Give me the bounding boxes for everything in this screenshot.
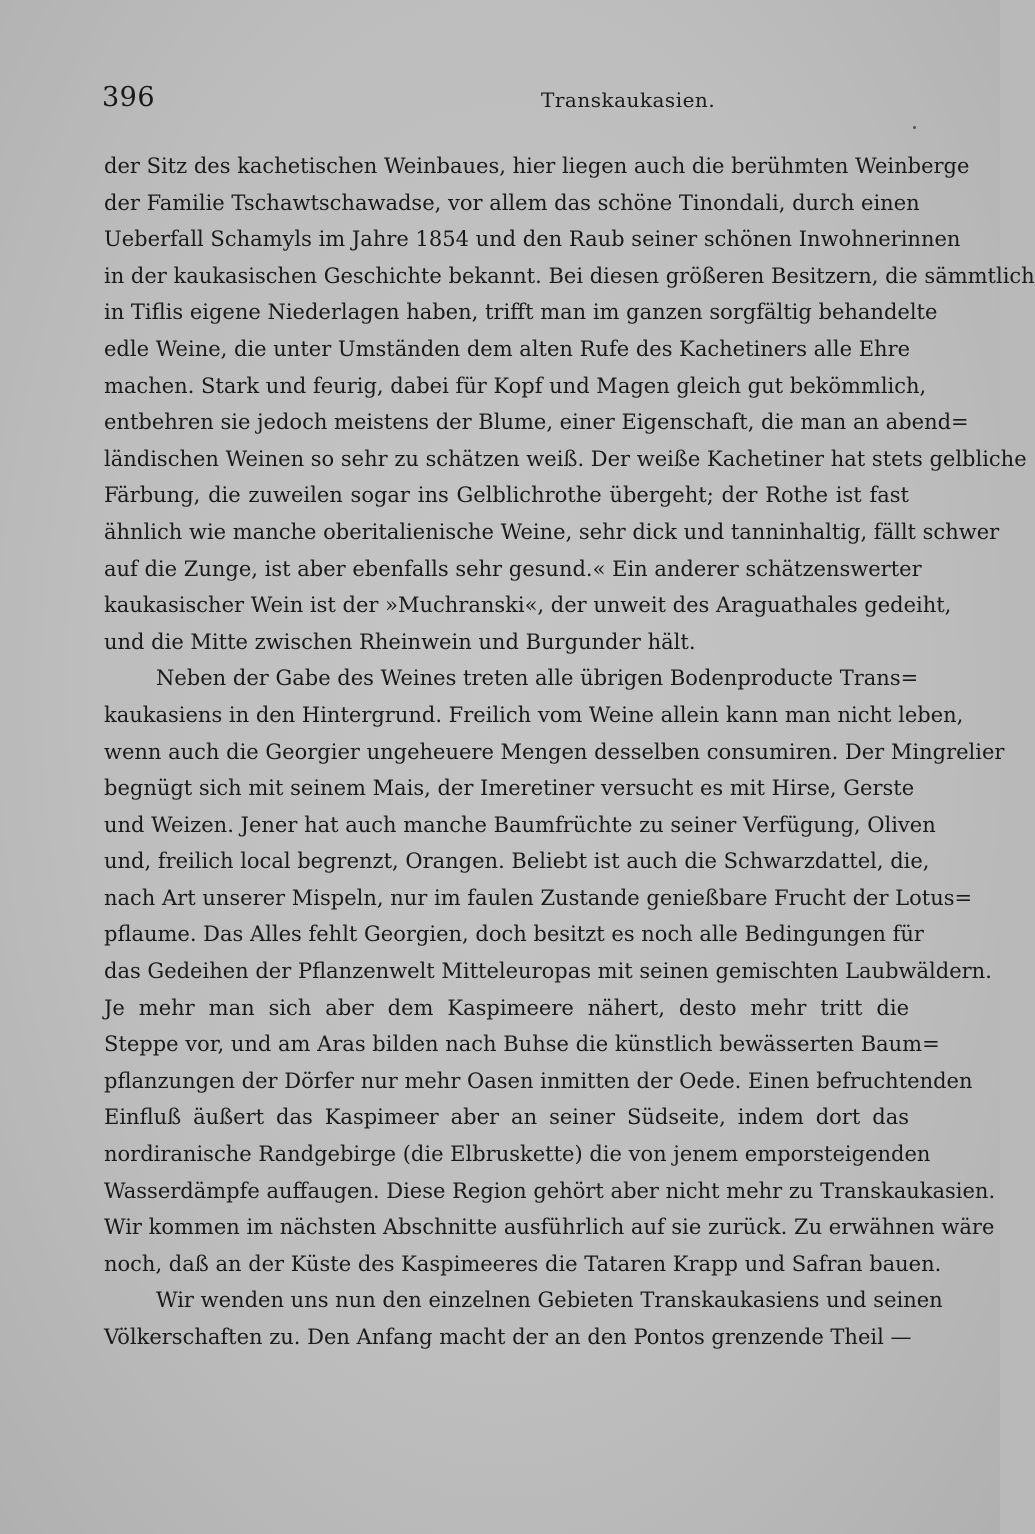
text-line: der Familie Tschawtschawadse, vor allem das schöne Tinondali, durch einen (104, 190, 920, 215)
text-line: kaukasiens in den Hintergrund. Freilich vom Weine allein kann man nicht leben, (104, 702, 964, 727)
text-line: machen. Stark und feurig, dabei für Kopf und Magen gleich gut bekömmlich, (104, 373, 927, 398)
text-line: und die Mitte zwischen Rheinwein und Burgunder hält. (104, 629, 696, 654)
text-line: der Sitz des kachetischen Weinbaues, hier liegen auch die berühmten Weinberge (104, 154, 970, 178)
text-line: Ueberfall Schamyls im Jahre 1854 und den Raub seiner schönen Inwohnerinnen (104, 227, 961, 252)
text-line: pflanzungen der Dörfer nur mehr Oasen inmitten der Oede. Einen befruchtenden (104, 1068, 973, 1093)
text-line: auf die Zunge, ist aber ebenfalls sehr gesund.« Ein anderer schätzenswerter (104, 556, 922, 581)
text-line: und Weizen. Jener hat auch manche Baumfrüchte zu seiner Verfügung, Oliven (104, 812, 936, 837)
text-line: ähnlich wie manche oberitalienische Weine, sehr dick und tanninhaltig, fällt schwer (104, 519, 1000, 544)
text-line: und, freilich local begrenzt, Orangen. Beliebt ist auch die Schwarzdattel, die, (104, 849, 930, 874)
text-line: Einfluß äußert das Kaspimeer aber an seiner Südseite, indem dort das (104, 1105, 909, 1130)
text-line: Wir wenden uns nun den einzelnen Gebieten Transkaukasiens und seinen (156, 1288, 943, 1313)
body-text (104, 148, 1035, 1356)
page-number: 396 (102, 82, 156, 113)
text-line: in Tiflis eigene Niederlagen haben, trifft man im ganzen sorgfältig behandelte (104, 300, 938, 325)
text-line: ländischen Weinen so sehr zu schätzen weiß. Der weiße Kachetiner hat stets gelbliche (104, 446, 1027, 471)
text-line: Völkerschaften zu. Den Anfang macht der an den Pontos grenzende Theil — (104, 1325, 912, 1349)
text-line: Färbung, die zuweilen sogar ins Gelblichrothe übergeht; der Rothe ist fast (104, 483, 909, 508)
text-line: Wasserdämpfe auffaugen. Diese Region gehört aber nicht mehr zu Transkaukasien. (104, 1178, 996, 1203)
text-line: edle Weine, die unter Umständen dem alten Rufe des Kachetiners alle Ehre (104, 336, 911, 361)
page-header (100, 82, 910, 122)
text-line: in der kaukasischen Geschichte bekannt. Bei diesen größeren Besitzern, die sämmtlich (104, 263, 1035, 288)
text-line: Steppe vor, und am Aras bilden nach Buhse die künstlich bewässerten Baum= (104, 1032, 940, 1057)
text-line: kaukasischer Wein ist der »Muchranski«, der unweit des Araguathales gedeiht, (104, 593, 952, 618)
text-line: Wir kommen im nächsten Abschnitte ausführlich auf sie zurück. Zu erwähnen wäre (104, 1215, 995, 1240)
text-line: nach Art unserer Mispeln, nur im faulen Zustande genießbare Frucht der Lotus= (104, 885, 973, 910)
running-head: Transkaukasien. (541, 88, 716, 112)
text-line: pflaume. Das Alles fehlt Georgien, doch besitzt es noch alle Bedingungen für (104, 922, 924, 947)
ink-speck (913, 126, 916, 129)
text-line: begnügt sich mit seinem Mais, der Imeretiner versucht es mit Hirse, Gerste (104, 776, 915, 801)
text-line: noch, daß an der Küste des Kaspimeeres die Tataren Krapp und Safran bauen. (104, 1251, 942, 1276)
text-line: wenn auch die Georgier ungeheuere Mengen desselben consumiren. Der Mingrelier (104, 739, 1005, 764)
text-line: Neben der Gabe des Weines treten alle übrigen Bodenproducte Trans= (156, 666, 919, 691)
text-line: entbehren sie jedoch meistens der Blume, einer Eigenschaft, die man an abend= (104, 410, 969, 435)
text-line: Je mehr man sich aber dem Kaspimeere nähert, desto mehr tritt die (104, 995, 909, 1020)
text-line: das Gedeihen der Pflanzenwelt Mitteleuropas mit seinen gemischten Laubwäldern. (104, 959, 992, 984)
text-line: nordiranische Randgebirge (die Elbruskette) die von jenem emporsteigenden (104, 1142, 931, 1167)
